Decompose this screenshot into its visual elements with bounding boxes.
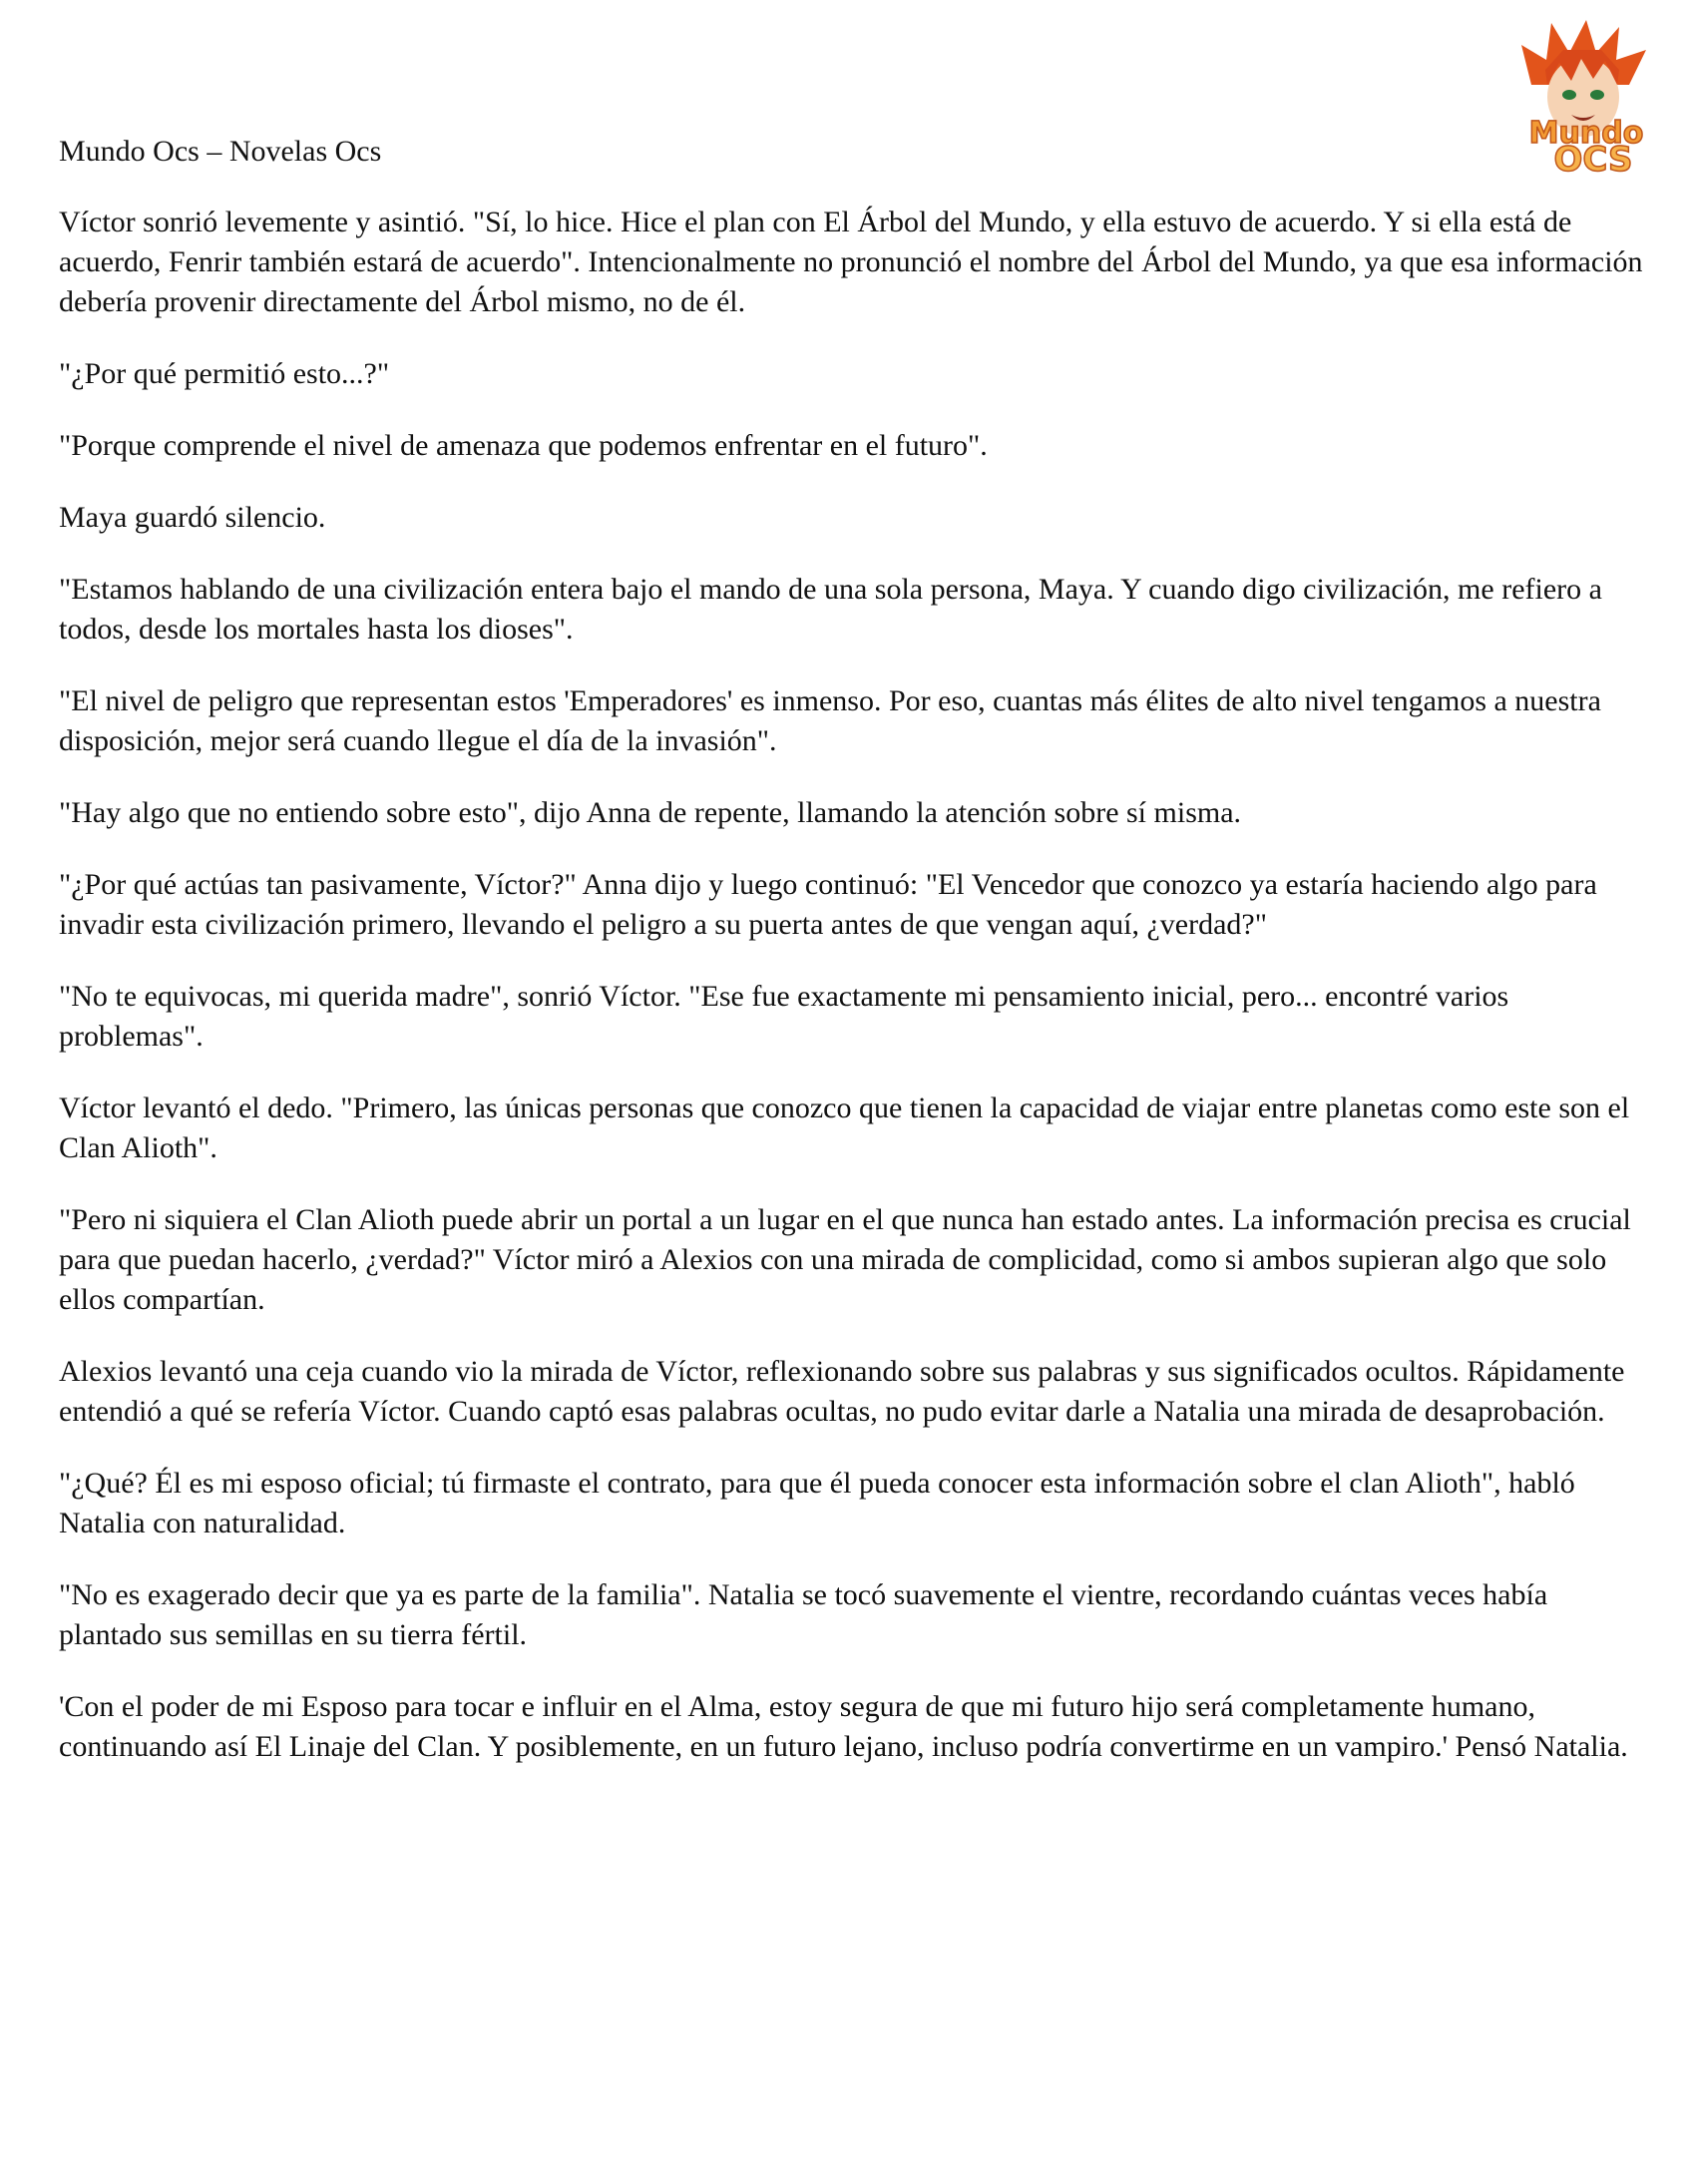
paragraph: "Porque comprende el nivel de amenaza que podemos enfrentar en el futuro". (59, 429, 988, 462)
paragraph: "Estamos hablando de una civilización entera bajo el mando de una sola persona, Maya. Y cuando digo civilización, me refiero a todos, desde los mortales hasta los dioses". (59, 573, 1602, 646)
paragraph: Maya guardó silencio. (59, 501, 326, 534)
paragraph: "¿Por qué permitió esto...?" (59, 357, 390, 390)
document-body (59, 203, 1645, 1799)
paragraph: "Pero ni siquiera el Clan Alioth puede abrir un portal a un lugar en el que nunca han estado antes. La información precisa es crucial para que puedan hacerlo, ¿verdad?" Víctor miró a Alexios con una mirada de complicidad, como si ambos supieran algo que solo ellos compartían. (59, 1203, 1631, 1316)
paragraph: Víctor levantó el dedo. "Primero, las únicas personas que conozco que tienen la capacidad de viajar entre planetas como este son el Clan Alioth". (59, 1092, 1630, 1164)
logo-right-eye (1590, 90, 1604, 100)
paragraph: "No te equivocas, mi querida madre", sonrió Víctor. "Ese fue exactamente mi pensamiento inicial, pero... encontré varios problemas". (59, 980, 1509, 1053)
paragraph: "Hay algo que no entiendo sobre esto", dijo Anna de repente, llamando la atención sobre sí misma. (59, 796, 1242, 829)
paragraph: Víctor sonrió levemente y asintió. "Sí, lo hice. Hice el plan con El Árbol del Mundo, y ella estuvo de acuerdo. Y si ella está de acuerdo, Fenrir también estará de acuerdo". Intencionalmente no pronunció el nombre del Árbol del Mundo, ya que esa información debería provenir directamente del Árbol mismo, no de él. (59, 206, 1643, 318)
paragraph: "No es exagerado decir que ya es parte de la familia". Natalia se tocó suavemente el vientre, recordando cuántas veces había plantado sus semillas en su tierra fértil. (59, 1578, 1548, 1651)
paragraph: Alexios levantó una ceja cuando vio la mirada de Víctor, reflexionando sobre sus palabras y sus significados ocultos. Rápidamente entendió a qué se refería Víctor. Cuando captó esas palabras ocultas, no pudo evitar darle a Natalia una mirada de desaprobación. (59, 1355, 1625, 1428)
paragraph: "¿Qué? Él es mi esposo oficial; tú firmaste el contrato, para que él pueda conocer esta información sobre el clan Alioth", habló Natalia con naturalidad. (59, 1467, 1575, 1539)
paragraph: 'Con el poder de mi Esposo para tocar e influir en el Alma, estoy segura de que mi futuro hijo será completamente humano, continuando así El Linaje del Clan. Y posiblemente, en un futuro lejano, incluso podría convertirme en un vampiro.' Pensó Natalia. (59, 1690, 1628, 1763)
mundo-ocs-logo (1501, 15, 1671, 175)
paragraph: "El nivel de peligro que representan estos 'Emperadores' es inmenso. Por eso, cuantas más élites de alto nivel tengamos a nuestra disposición, mejor será cuando llegue el día de la invasión". (59, 684, 1601, 757)
document-header: Mundo Ocs – Novelas Ocs (59, 135, 382, 168)
logo-text-ocs: OCS (1553, 140, 1633, 175)
logo-left-eye (1562, 90, 1576, 100)
paragraph: "¿Por qué actúas tan pasivamente, Víctor?" Anna dijo y luego continuó: "El Vencedor que conozco ya estaría haciendo algo para invadir esta civilización primero, llevando el peligro a su puerta antes de que vengan aquí, ¿verdad?" (59, 868, 1597, 941)
logo-text-mundo: Mundo (1528, 116, 1644, 151)
